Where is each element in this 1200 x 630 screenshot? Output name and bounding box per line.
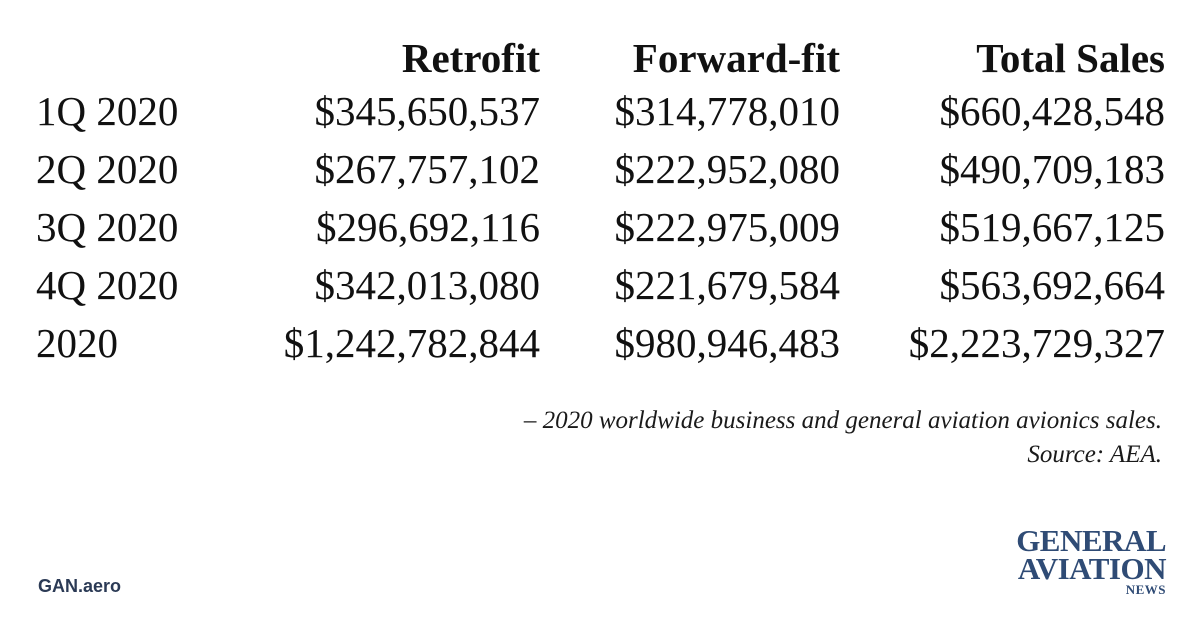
- row-retrofit: $267,757,102: [314, 146, 540, 192]
- row-period: 1Q 2020: [36, 88, 179, 134]
- sales-table: [30, 24, 1165, 372]
- header-forward-fit: Forward-fit: [632, 35, 840, 81]
- row-retrofit: $345,650,537: [314, 88, 540, 134]
- row-total: $660,428,548: [939, 88, 1165, 134]
- logo-line-news: NEWS: [1125, 582, 1166, 597]
- general-aviation-news-logo: [1010, 523, 1166, 597]
- table-row: [30, 198, 1165, 256]
- site-url-label: GAN.aero: [38, 576, 122, 596]
- header-total-sales: Total Sales: [976, 35, 1165, 81]
- row-total: $563,692,664: [939, 262, 1165, 308]
- row-period: 3Q 2020: [36, 204, 179, 250]
- row-total: $519,667,125: [939, 204, 1165, 250]
- caption: [524, 404, 1162, 472]
- row-total: $490,709,183: [939, 146, 1165, 192]
- table-header-row: [30, 24, 1165, 82]
- table-row: [30, 314, 1165, 372]
- logo-line-aviation: AVIATION: [1017, 551, 1166, 586]
- row-total: $2,223,729,327: [908, 320, 1165, 366]
- caption-description: – 2020 worldwide business and general aviation avionics sales.: [523, 407, 1162, 434]
- row-retrofit: $342,013,080: [314, 262, 540, 308]
- header-period: [30, 24, 230, 82]
- row-retrofit: $296,692,116: [316, 204, 540, 250]
- row-forward-fit: $221,679,584: [614, 262, 840, 308]
- row-period: 4Q 2020: [36, 262, 179, 308]
- row-forward-fit: $314,778,010: [614, 88, 840, 134]
- logo-line-general: GENERAL: [1016, 523, 1166, 558]
- row-forward-fit: $222,952,080: [614, 146, 840, 192]
- table-row: [30, 256, 1165, 314]
- header-retrofit: Retrofit: [401, 35, 540, 81]
- row-period: 2020: [36, 320, 118, 366]
- caption-source: Source: AEA.: [1027, 441, 1162, 468]
- row-period: 2Q 2020: [36, 146, 179, 192]
- table-row: [30, 82, 1165, 140]
- table-row: [30, 140, 1165, 198]
- row-forward-fit: $980,946,483: [614, 320, 840, 366]
- row-retrofit: $1,242,782,844: [283, 320, 540, 366]
- row-forward-fit: $222,975,009: [614, 204, 840, 250]
